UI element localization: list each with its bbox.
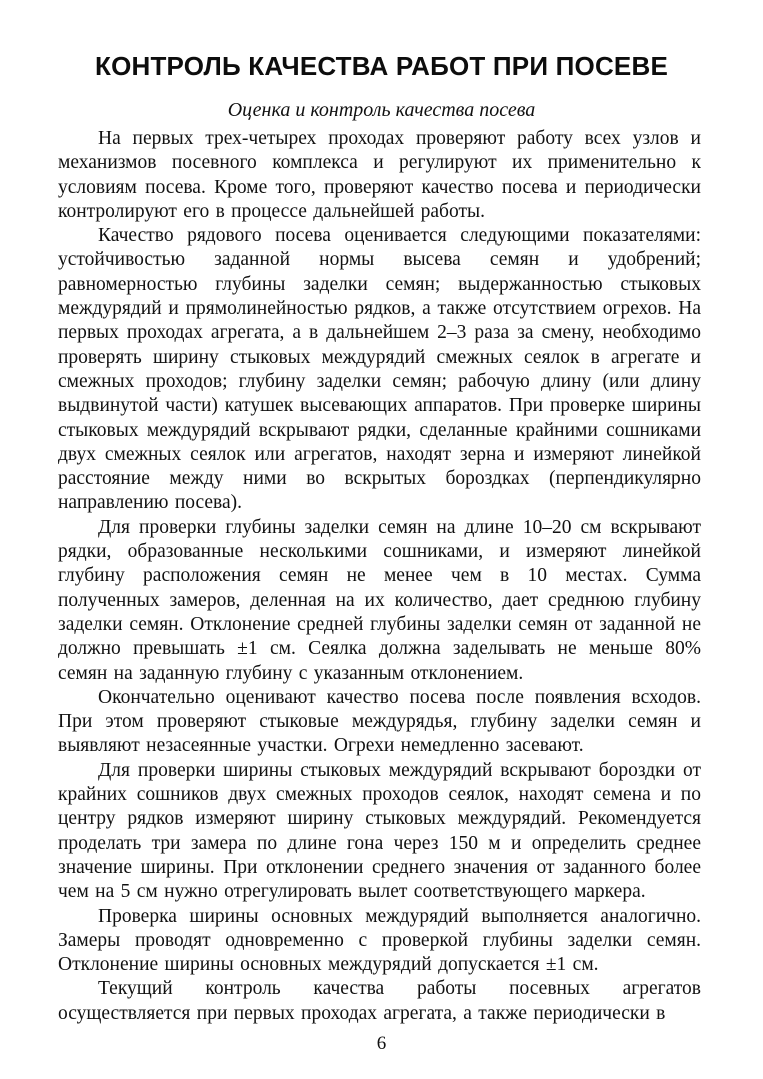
paragraph: Текущий контроль качества работы посевных агрегатов осуществляется при первых проходах агрегата, а также периодически в	[58, 978, 701, 1024]
page-title: КОНТРОЛЬ КАЧЕСТВА РАБОТ ПРИ ПОСЕВЕ	[95, 51, 668, 81]
paragraph: Для проверки ширины стыковых междурядий вскрывают бороздки от крайних сошников двух смежных проходов сеялок, находят семена и по центру рядков измеряют ширину стыковых междурядий. Рекомендуется проделать три замера по длине гона через 150 м и определить среднее значение ширины. При отклонении среднего значения от заданного более чем на 5 см нужно отрегулировать вылет соответствующего маркера.	[58, 759, 701, 903]
paragraph: Качество рядового посева оценивается следующими показателями: устойчивостью заданной нормы высева семян и удобрений; равномерностью глубины заделки семян; выдержанностью стыковых междурядий и прямолинейностью рядков, а также отсутствием огрехов. На первых проходах агрегата, а в дальнейшем 2–3 раза за смену, необходимо проверять ширину стыковых междурядий смежных сеялок в агрегате и смежных проходов; глубину заделки семян; рабочую длину (или длину выдвинутой части) катушек высевающих аппаратов. При проверке ширины стыковых междурядий вскрывают рядки, сделанные крайними сошниками двух смежных сеялок или агрегатов, находят зерна и измеряют линейкой расстояние между ними во вскрытых бороздках (перпендикулярно направлению посева).	[58, 225, 701, 514]
body-text	[58, 127, 701, 1026]
page-number: 6	[376, 1033, 387, 1054]
paragraph: Для проверки глубины заделки семян на длине 10–20 см вскрывают рядки, образованные несколькими сошниками, и измеряют линейкой глубину расположения семян не менее чем в 10 местах. Сумма полученных замеров, деленная на их количество, дает среднюю глубину заделки семян. Отклонение средней глубины заделки семян от заданной не должно превышать ±1 см. Сеялка должна заделывать не меньше 80% семян на заданную глубину с указанным отклонением.	[58, 516, 701, 684]
paragraph: На первых трех-четырех проходах проверяют работу всех узлов и механизмов посевного комплекса и регулируют их применительно к условиям посева. Кроме того, проверяют качество посева и периодически контролируют его в процессе дальнейшей работы.	[58, 128, 701, 222]
paragraph: Проверка ширины основных междурядий выполняется аналогично. Замеры проводят одновременно с проверкой глубины заделки семян. Отклонение ширины основных междурядий допускается ±1 см.	[58, 905, 701, 976]
paragraph: Окончательно оценивают качество посева после появления всходов. При этом проверяют стыковые междурядья, глубину заделки семян и выявляют незасеянные участки. Огрехи немедленно засевают.	[58, 686, 701, 757]
section-subtitle: Оценка и контроль качества посева	[227, 99, 536, 121]
